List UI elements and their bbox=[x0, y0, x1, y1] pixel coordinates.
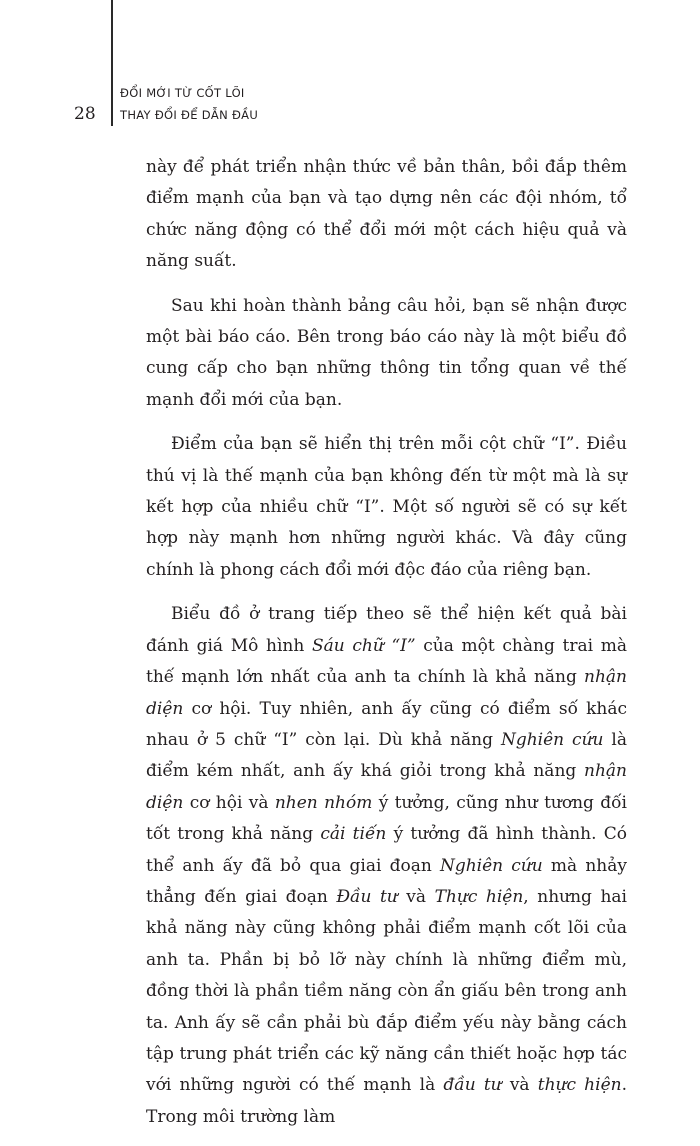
italic-term: thực hiện bbox=[537, 1075, 622, 1096]
paragraph-4-text: và bbox=[501, 1075, 538, 1096]
body-text bbox=[146, 152, 627, 1146]
paragraph-4-text: và bbox=[397, 886, 435, 907]
italic-term: nhận diện bbox=[146, 667, 627, 719]
paragraph-4-text: của một chàng trai mà thế mạnh lớn nhất của anh ta chính là khả năng bbox=[146, 635, 627, 688]
italic-term: cải tiến bbox=[320, 824, 387, 845]
page-number: 28 bbox=[74, 104, 96, 124]
italic-term: Nghiên cứu bbox=[439, 855, 543, 876]
paragraph-4-text: ý tưởng đã hình thành. Có thể anh ấy đã bỏ qua giai đoạn bbox=[146, 824, 627, 876]
running-head bbox=[120, 82, 258, 126]
paragraph-4-text: , nhưng hai khả năng này cũng không phải điểm mạnh cốt lõi của anh ta. Phần bị bỏ lỡ này chính là những điểm mù, đồng thời là phần tiềm năng còn ẩn giấu bên trong anh ta. Anh ấy sẽ cần phải bù đắp điểm yếu này bằng cách tập trung phát triển các kỹ năng cần thiết hoặc hợp tác với những người có thế mạnh là bbox=[146, 886, 627, 1096]
paragraph-4-text: cơ hội. Tuy nhiên, anh ấy cũng có điểm số khác nhau ở 5 chữ “I” còn lại. Dù khả năng bbox=[146, 698, 627, 750]
paragraph-4-text: là điểm kém nhất, anh ấy khá giỏi trong khả năng bbox=[146, 729, 627, 782]
paragraph-2: Sau khi hoàn thành bảng câu hỏi, bạn sẽ nhận được một bài báo cáo. Bên trong báo cáo này là một biểu đồ cung cấp cho bạn những thông tin tổng quan về thế mạnh đổi mới của bạn. bbox=[146, 295, 627, 410]
paragraph-3: Điểm của bạn sẽ hiển thị trên mỗi cột chữ “I”. Điều thú vị là thế mạnh của bạn không đến từ một mà là sự kết hợp của nhiều chữ “I”. Một số người sẽ có sự kết hợp này mạnh hơn những người khác. Và đây cũng chính là phong cách đổi mới độc đáo của riêng bạn. bbox=[146, 434, 627, 580]
italic-term: nhen nhóm bbox=[274, 792, 373, 813]
italic-term: nhận diện bbox=[146, 761, 627, 813]
paragraph-4 bbox=[146, 599, 627, 1133]
paragraph-4-text: mà nhảy thẳng đến giai đoạn bbox=[146, 855, 627, 907]
italic-term: Đầu tư bbox=[336, 886, 398, 907]
paragraph-4-text: ý tưởng, cũng như tương đối tốt trong khả năng bbox=[146, 792, 627, 845]
italic-term: Sáu chữ “I” bbox=[312, 635, 416, 656]
running-head-line-2: THAY ĐỔI ĐỂ DẪN ĐẦU bbox=[120, 108, 259, 122]
paragraph-4-text: Biểu đồ ở trang tiếp theo sẽ thể hiện kết quả bài đánh giá Mô hình bbox=[146, 604, 627, 656]
header-vertical-rule bbox=[111, 0, 113, 126]
paragraph-4-text: . Trong môi trường làm bbox=[146, 1075, 627, 1127]
running-head-line-1: ĐỔI MỚI TỪ CỐT LÕI bbox=[120, 86, 245, 100]
paragraph-4-text: cơ hội và bbox=[183, 792, 275, 813]
paragraph-1: này để phát triển nhận thức về bản thân, bồi đắp thêm điểm mạnh của bạn và tạo dựng nên các đội nhóm, tổ chức năng động có thể đổi mới một cách hiệu quả và năng suất. bbox=[146, 157, 627, 272]
italic-term: Nghiên cứu bbox=[500, 729, 604, 750]
italic-term: đầu tư bbox=[443, 1075, 502, 1096]
italic-term: Thực hiện bbox=[434, 886, 524, 907]
